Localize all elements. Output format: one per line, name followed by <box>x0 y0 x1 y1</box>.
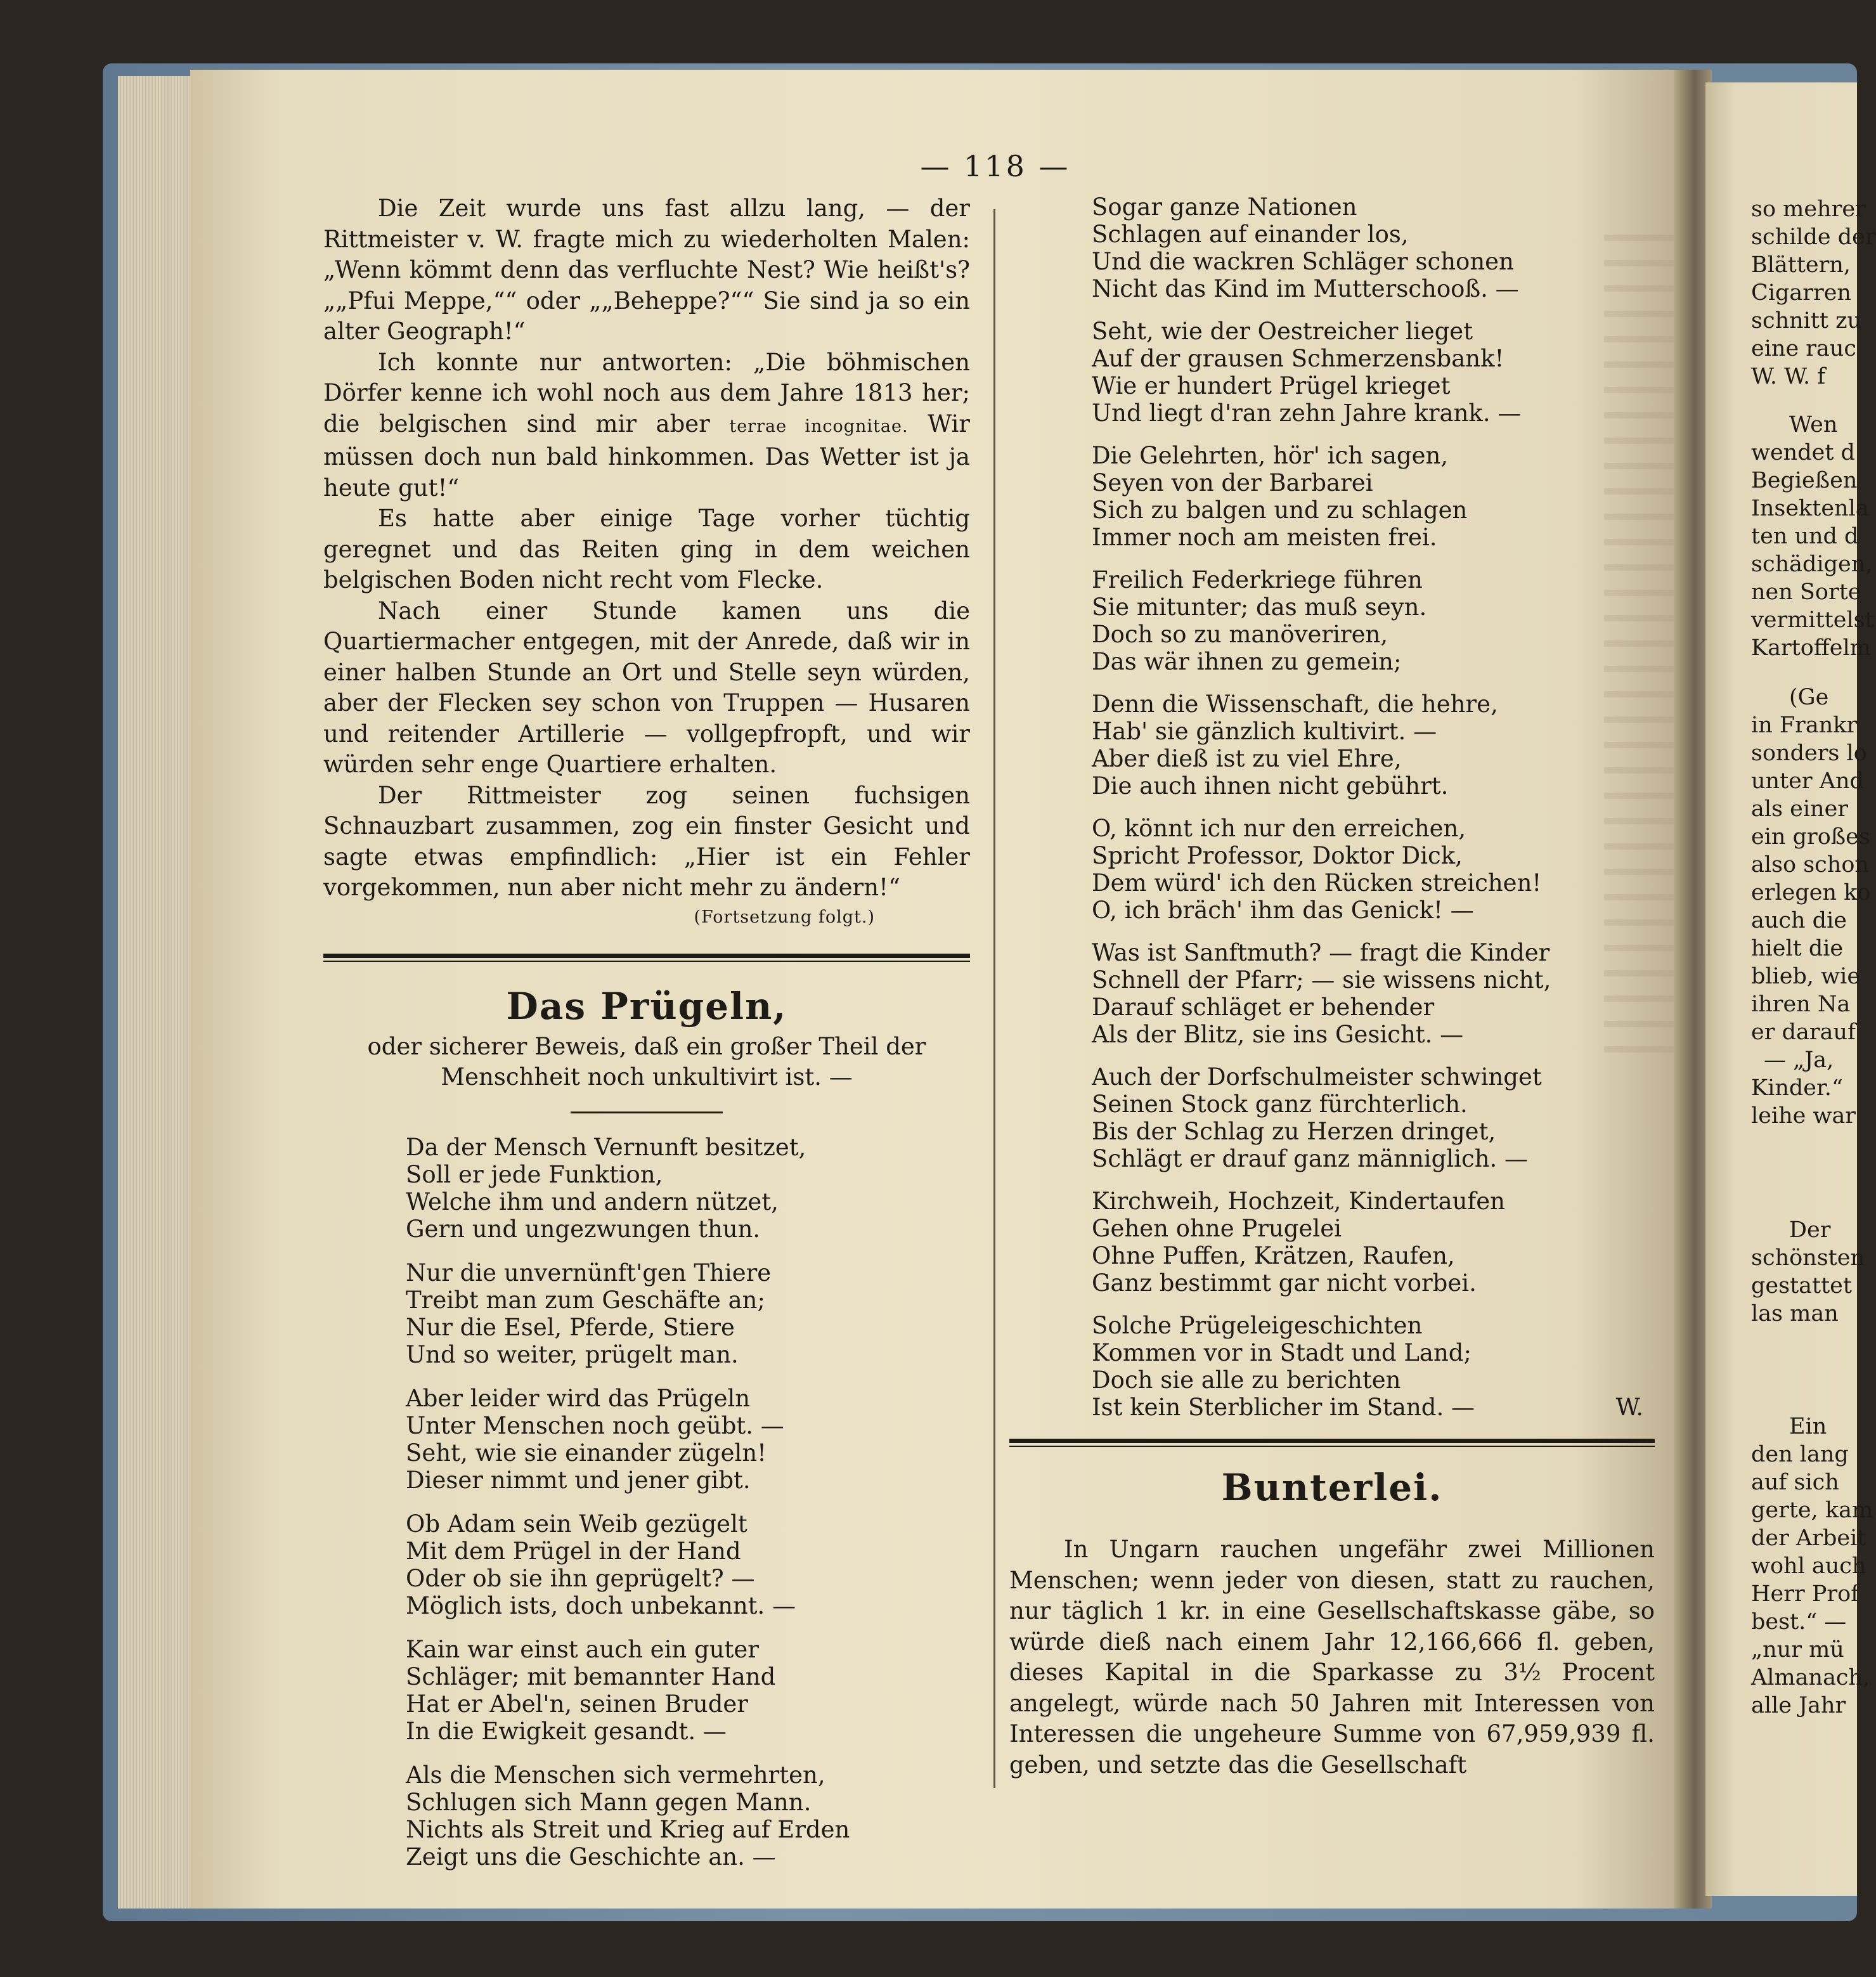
verse-line: Gern und ungezwungen thun. <box>406 1215 761 1243</box>
stanza <box>1092 318 1655 427</box>
story-continuation <box>323 193 970 904</box>
facing-page-line: Ein <box>1789 1414 1827 1439</box>
stanza <box>406 1761 970 1870</box>
poem-continued <box>1092 193 1655 1421</box>
verse-line: Seht, wie der Oestreicher lieget <box>1092 318 1473 345</box>
verse-line: Hab' sie gänzlich kultivirt. — <box>1092 718 1437 745</box>
verse-line: Freilich Federkriege führen <box>1092 566 1423 593</box>
verse-line: Doch sie alle zu berichten <box>1092 1366 1401 1394</box>
verse-line: Treibt man zum Geschäfte an; <box>406 1286 765 1314</box>
stanza <box>1092 815 1655 924</box>
article-subtitle: oder sicherer Beweis, daß ein großer Theil der Menschheit noch unkultivirt ist. — <box>367 1032 926 1091</box>
facing-page-line: Insektenla <box>1751 496 1869 521</box>
facing-page-line: eine rauc <box>1751 336 1857 361</box>
facing-page-line: den lang <box>1751 1442 1849 1467</box>
verse-line: Und liegt d'ran zehn Jahre krank. — <box>1092 399 1522 427</box>
verse-line: Möglich ists, doch unbekannt. — <box>406 1591 796 1619</box>
verse-line: Spricht Professor, Doktor Dick, <box>1092 842 1463 869</box>
verse-line: Schlagen auf einander los, <box>1092 221 1409 248</box>
facing-page-line: ein großes <box>1751 824 1870 850</box>
verse-line: Schnell der Pfarr; — sie wissens nicht, <box>1092 966 1551 994</box>
verse-line: In die Ewigkeit gesandt. — <box>406 1717 727 1745</box>
facing-page-line: alle Jahr <box>1751 1693 1846 1718</box>
verse-line: Seht, wie sie einander zügeln! <box>406 1439 767 1467</box>
verse-line: Nichts als Streit und Krieg auf Erden <box>406 1815 850 1843</box>
stanza <box>1092 442 1655 551</box>
facing-page-line: Der <box>1789 1217 1831 1243</box>
verse-line: Nicht das Kind im Mutterschooß. — <box>1092 275 1519 302</box>
verse-line: Welche ihm und andern nützet, <box>406 1188 779 1215</box>
last-line-row <box>1092 1394 1655 1421</box>
facing-page-line: schnitt zu <box>1751 308 1862 334</box>
verse-line: Sich zu balgen und zu schlagen <box>1092 496 1468 524</box>
facing-page-line: gerte, kam <box>1751 1498 1873 1523</box>
facing-page-line: Herr Prof <box>1751 1581 1860 1607</box>
verse-line: Aber dieß ist zu viel Ehre, <box>1092 745 1402 772</box>
facing-page-line: Almanach, <box>1751 1665 1870 1690</box>
verse-line: Ob Adam sein Weib gezügelt <box>406 1510 747 1538</box>
facing-page-line: ten und d <box>1751 524 1859 549</box>
section-rule <box>323 954 970 962</box>
facing-page-line: — „Ja, <box>1764 1047 1834 1073</box>
verse-line: Nur die Esel, Pferde, Stiere <box>406 1313 735 1341</box>
verse-line: Gehen ohne Prugelei <box>1092 1215 1342 1242</box>
verse-line: Schläger; mit bemannter Hand <box>406 1663 776 1690</box>
verse-line: Als die Menschen sich vermehrten, <box>406 1761 825 1789</box>
facing-page-line: Wen <box>1789 412 1838 438</box>
verse-line: Doch so zu manöveriren, <box>1092 621 1388 648</box>
facing-page-line: er darauf <box>1751 1020 1856 1045</box>
paragraph: Es hatte aber einige Tage vorher tüchtig geregnet und das Reiten ging in dem weichen belgischen Boden nicht recht vom Flecke. <box>323 505 970 593</box>
facing-page-line: vermittelst <box>1751 607 1874 633</box>
verse-line: Als der Blitz, sie ins Gesicht. — <box>1092 1021 1464 1048</box>
verse-line: Aber leider wird das Prügeln <box>406 1384 751 1412</box>
verse-line: Und die wackren Schläger schonen <box>1092 248 1514 275</box>
verse-line: Das wär ihnen zu gemein; <box>1092 648 1402 675</box>
verse-line: Da der Mensch Vernunft besitzet, <box>406 1133 806 1161</box>
verse-line: Ist kein Sterblicher im Stand. — <box>1092 1394 1475 1421</box>
facing-page <box>1705 82 1876 1896</box>
verse-line: Die Gelehrten, hör' ich sagen, <box>1092 442 1449 469</box>
stanza <box>1092 566 1655 675</box>
verse-line: Bis der Schlag zu Herzen dringet, <box>1092 1118 1496 1145</box>
verse-line: O, könnt ich nur den erreichen, <box>1092 815 1466 842</box>
verse-line: Kirchweih, Hochzeit, Kindertaufen <box>1092 1188 1505 1215</box>
facing-page-line: auch die <box>1751 908 1847 933</box>
miscellany-text <box>1009 1534 1655 1780</box>
verse-line: Und so weiter, prügelt man. <box>406 1340 739 1368</box>
facing-page-line: erlegen ko <box>1751 880 1871 905</box>
facing-page-line: schädigen, <box>1751 552 1873 577</box>
verse-line: Seinen Stock ganz fürchterlich. <box>1092 1091 1468 1118</box>
facing-page-line: unter And <box>1751 768 1864 794</box>
stanza <box>406 1385 970 1494</box>
continuation-note: (Fortsetzung folgt.) <box>694 907 875 927</box>
verse-line: Seyen von der Barbarei <box>1092 469 1373 496</box>
facing-page-line: best.“ — <box>1751 1609 1847 1635</box>
verse-line: Sogar ganze Nationen <box>1092 193 1357 221</box>
stanza <box>406 1510 970 1619</box>
verse-line: Dem würd' ich den Rücken streichen! <box>1092 869 1542 897</box>
section-title: Bunterlei. <box>1221 1466 1443 1509</box>
paragraph: Der Rittmeister zog seinen fuchsigen Schnauzbart zusammen, zog ein finster Gesicht und sagte etwas empfindlich: „Hier ist ein Fehler vorgekommen, nun aber nicht mehr zu ändern!“ <box>323 781 970 901</box>
stanza <box>1092 1063 1655 1172</box>
latin-phrase: terrae incognitae. <box>729 416 909 436</box>
paragraph: In Ungarn rauchen ungefähr zwei Millionen Menschen; wenn jeder von diesen, statt zu rauchen, nur täglich 1 kr. in eine Gesellschaftskasse gäbe, so würde dieß nach einem Jahr 12,166,666 fl. geben, dieses Kapital in die Sparkasse zu 3½ Procent angelegt, würde nach 50 Jahren mit Interessen von Interessen die ungeheure Summe von 67,959,939 fl. geben, und setzte das die Gesellschaft <box>1009 1536 1655 1779</box>
verse-line: Die auch ihnen nicht gebührt. <box>1092 772 1449 800</box>
verse-line: Was ist Sanftmuth? — fragt die Kinder <box>1092 939 1550 966</box>
stanza <box>1092 939 1655 1048</box>
facing-page-line: wohl auch <box>1751 1553 1866 1579</box>
stanza <box>406 1636 970 1745</box>
facing-page-line: in Frankr <box>1751 713 1858 738</box>
article-title: Das Prügeln, <box>506 984 787 1028</box>
stanza <box>1092 193 1655 302</box>
facing-page-line: sonders lo <box>1751 741 1867 766</box>
facing-page-line: als einer <box>1751 796 1849 822</box>
verse-line: Kain war einst auch ein guter <box>406 1635 759 1663</box>
facing-page-line: schilde der <box>1751 224 1876 250</box>
facing-page-line: also schon <box>1751 852 1869 878</box>
facing-page-line: Blättern, <box>1751 252 1851 278</box>
facing-page-line: blieb, wie <box>1751 964 1861 989</box>
verse-line: Denn die Wissenschaft, die hehre, <box>1092 690 1498 718</box>
verse-line: Immer noch am meisten frei. <box>1092 524 1437 551</box>
facing-page-line: „nur mü <box>1751 1637 1844 1663</box>
verse-line: Auf der grausen Schmerzensbank! <box>1092 345 1504 372</box>
facing-page-line: las man <box>1751 1301 1839 1326</box>
paragraph: Die Zeit wurde uns fast allzu lang, — der Rittmeister v. W. fragte mich zu wiederholten Malen: „Wenn kömmt denn das verfluchte Nest? Wie heißt's? „„Pfui Meppe,““ oder „„Beheppe?““ Sie sind ja so ein alter Geograph!“ <box>323 195 970 345</box>
facing-page-line: (Ge <box>1789 685 1829 710</box>
verse-line: Schlugen sich Mann gegen Mann. <box>406 1788 812 1816</box>
verse-line: Sie mitunter; das muß seyn. <box>1092 593 1427 621</box>
facing-page-line: Begießen <box>1751 468 1858 493</box>
facing-page-line: Cigarren <box>1751 280 1851 306</box>
verse-line: Zeigt uns die Geschichte an. — <box>406 1843 776 1870</box>
author-signature: W. <box>1615 1394 1643 1421</box>
right-column <box>1009 193 1655 1780</box>
stanza <box>406 1134 970 1243</box>
verse-line: Schlägt er drauf ganz männiglich. — <box>1092 1145 1529 1172</box>
facing-page-line: Kartoffelm <box>1751 635 1871 661</box>
verse-line: Dieser nimmt und jener gibt. <box>406 1466 751 1494</box>
facing-page-line: gestattet <box>1751 1273 1852 1299</box>
verse-line: Darauf schläget er behender <box>1092 994 1435 1021</box>
verse-line: Nur die unvernünft'gen Thiere <box>406 1259 772 1287</box>
verse-line: Ganz bestimmt gar nicht vorbei. <box>1092 1269 1477 1297</box>
verse-line: Auch der Dorfschulmeister schwinget <box>1092 1063 1542 1091</box>
verse-line: Mit dem Prügel in der Hand <box>406 1537 741 1565</box>
paragraph: Nach einer Stunde kamen uns die Quartiermacher entgegen, mit der Anrede, daß wir in einer halben Stunde an Ort und Stelle seyn würden, aber der Flecken sey schon von Truppen — Husaren und reitender Artillerie — vollgepfropft, und wir würden sehr enge Quartiere erhalten. <box>323 597 970 778</box>
verse-line: Unter Menschen noch geübt. — <box>406 1411 784 1439</box>
stanza <box>1092 690 1655 800</box>
facing-page-line: so mehrer <box>1751 197 1866 222</box>
verse-line: Kommen vor in Stadt und Land; <box>1092 1339 1472 1366</box>
facing-page-line: der Arbeit <box>1751 1526 1866 1551</box>
section-rule <box>1009 1439 1655 1447</box>
short-rule <box>571 1112 723 1113</box>
facing-page-line: wendet d <box>1751 440 1855 465</box>
verse-line: Hat er Abel'n, seinen Bruder <box>406 1690 748 1718</box>
facing-page-line: W. W. f <box>1751 364 1826 389</box>
left-column <box>323 193 970 1870</box>
stanza <box>1092 1312 1655 1421</box>
facing-page-line: auf sich <box>1751 1470 1839 1495</box>
verse-line: Wie er hundert Prügel krieget <box>1092 372 1451 399</box>
verse-line: Ohne Puffen, Krätzen, Raufen, <box>1092 1242 1455 1269</box>
stanza <box>1092 1188 1655 1297</box>
facing-page-line: Kinder.“ <box>1751 1075 1843 1101</box>
facing-page-line: ihren Na <box>1751 992 1851 1017</box>
verse-line: O, ich bräch' ihm das Genick! — <box>1092 897 1474 924</box>
facing-page-line: leihe war <box>1751 1103 1856 1129</box>
page-number: — 118 — <box>920 149 1071 183</box>
facing-page-line: hielt die <box>1751 936 1844 961</box>
verse-line: Soll er jede Funktion, <box>406 1160 663 1188</box>
poem <box>406 1134 970 1870</box>
facing-page-line: nen Sorte <box>1751 580 1861 605</box>
verse-line: Solche Prügeleigeschichten <box>1092 1312 1423 1339</box>
column-divider <box>993 209 995 1788</box>
paragraph: Ich konnte nur antworten: „Die böhmischen Dörfer kenne ich wohl noch aus dem Jahre 1813 her; die belgischen sind mir aber terrae incognitae. Wir müssen doch nun bald hinkommen. Das Wetter ist ja heute gut!“ <box>323 348 970 502</box>
verse-line: Oder ob sie ihn geprügelt? — <box>406 1564 755 1592</box>
stanza <box>406 1259 970 1368</box>
facing-page-line: schönsten <box>1751 1245 1865 1271</box>
